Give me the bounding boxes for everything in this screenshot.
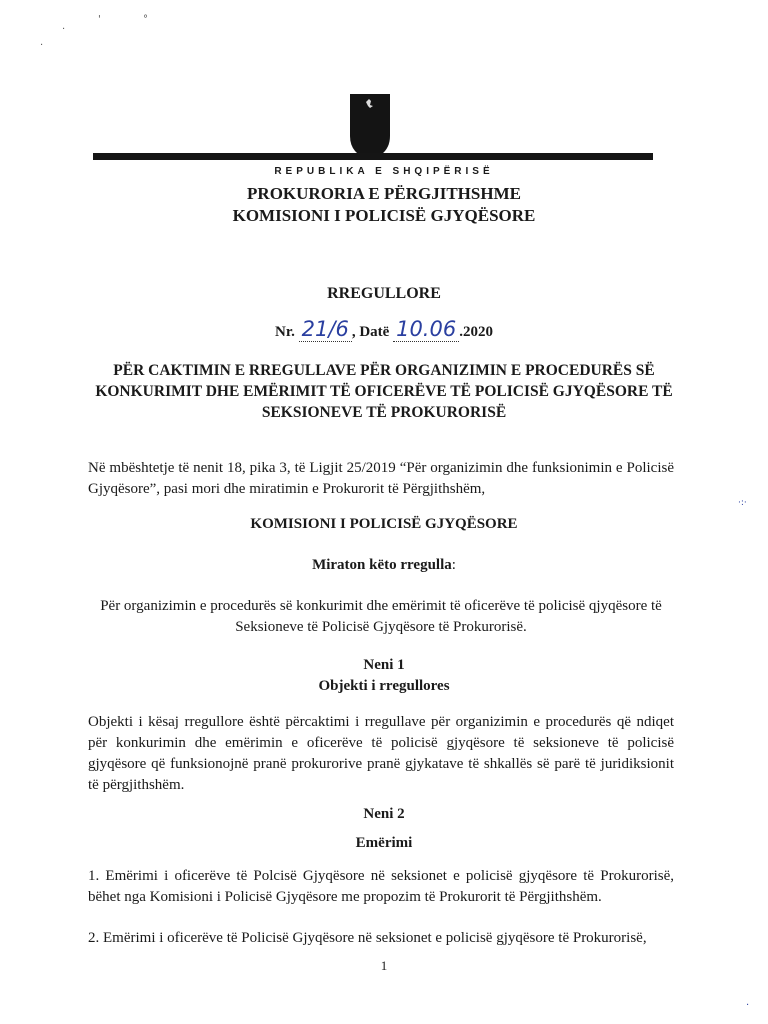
article-1-text: Objekti i kësaj rregullore është përcaktimi i rregullave për organizimin e procedurës që ndiqet për konkurimin dhe emërimin e oficerëve të policisë gjyqësore të seksioneve të policisë gjyqësore që funksionojnë pranë prokurorive pranë gjykatave të shkallës së parë të juridiksionit të përgjithshëm. bbox=[88, 714, 674, 793]
date-value: 10.06 bbox=[396, 317, 457, 341]
purpose-paragraph: Për organizimin e procedurës së konkurimit dhe emërimit të oficerëve të policisë qjyqësore të Seksioneve të Policisë Gjyqësore të Prokurorisë. bbox=[100, 598, 662, 635]
scan-speck: · bbox=[746, 1000, 750, 1011]
nr-value: 21/6 bbox=[301, 317, 349, 341]
preamble-paragraph: Në mbështetje të nenit 18, pika 3, të Ligjit 25/2019 “Për organizimin dhe funksionimin e Policisë Gjyqësore”, pasi mori dhe miratimin e Prokurorit të Përgjithshëm, bbox=[88, 460, 674, 497]
scan-speck: ·:· bbox=[738, 498, 747, 508]
scan-speck: ' bbox=[98, 14, 101, 25]
scan-speck: ° bbox=[143, 14, 148, 25]
institution-name: PROKURORIA E PËRGJITHSHME bbox=[247, 184, 521, 203]
approval-line bbox=[0, 557, 768, 574]
date-label: , Datë bbox=[351, 324, 390, 340]
article-1-number: Neni 1 bbox=[363, 657, 405, 673]
article-2-paragraph-1: 1. Emërimi i oficerëve të Polcisë Gjyqësore në seksionet e policisë gjyqësore të Prokurorisë, bëhet nga Komisioni i Policisë Gjyqësore me propozim të Prokurorit të Përgjithshëm. bbox=[88, 868, 674, 905]
date-field bbox=[393, 317, 459, 342]
nr-field bbox=[299, 317, 352, 342]
article-2-paragraph-2: 2. Emërimi i oficerëve të Policisë Gjyqësore në seksionet e policisë gjyqësore të Prokurorisë, bbox=[88, 930, 647, 946]
republic-label: REPUBLIKA E SHQIPËRISË bbox=[274, 166, 494, 177]
commission-name: KOMISIONI I POLICISË GJYQËSORE bbox=[232, 206, 536, 225]
number-date-line bbox=[0, 317, 768, 342]
article-2-number: Neni 2 bbox=[363, 806, 405, 822]
article-2-title: Emërimi bbox=[355, 835, 413, 851]
scan-speck: · bbox=[62, 24, 66, 35]
document-subject: PËR CAKTIMIN E RREGULLAVE PËR ORGANIZIMIN E PROCEDURËS SË KONKURIMIT DHE EMËRIMIT TË OFICERËVE TË POLICISË GJYQËSORE TË SEKSIONEVE TË PROKURORISË bbox=[95, 362, 673, 421]
commission-heading: KOMISIONI I POLICISË GJYQËSORE bbox=[250, 516, 518, 532]
approval-colon: : bbox=[451, 557, 456, 573]
scan-speck: · bbox=[40, 40, 44, 51]
article-1-title: Objekti i rregullores bbox=[318, 678, 450, 694]
header-rule bbox=[93, 153, 653, 160]
albanian-coat-of-arms-icon bbox=[348, 92, 392, 162]
document-title: RREGULLORE bbox=[327, 285, 441, 302]
approval-text: Miraton këto rregulla bbox=[312, 557, 452, 573]
nr-label: Nr. bbox=[275, 324, 295, 340]
article-1-heading bbox=[0, 655, 768, 697]
date-year: .2020 bbox=[459, 324, 493, 340]
page-number: 1 bbox=[380, 958, 388, 973]
